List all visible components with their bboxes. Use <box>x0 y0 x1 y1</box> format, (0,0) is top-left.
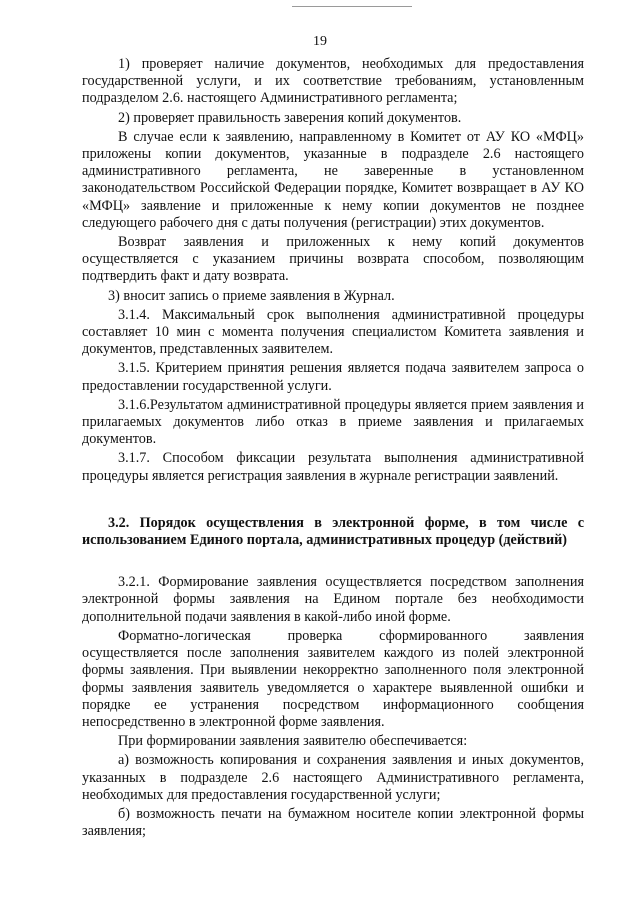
top-rule <box>292 6 412 7</box>
paragraph-3-1-6: 3.1.6.Результатом административной процедуры является прием заявления и прилагаемых документов либо отказ в приеме заявления и прилагаемых документов. <box>82 396 584 448</box>
paragraph-check-documents: 1) проверяет наличие документов, необходимых для предоставления государственной услуги, и их соответствие требованиям, установленным подразделом 2.6. настоящего Административного регламента; <box>82 56 584 107</box>
paragraph-provided: При формировании заявления заявителю обеспечивается: <box>118 733 468 750</box>
paragraph-3-1-7: 3.1.7. Способом фиксации результата выполнения административной процедуры является регистрация заявления в журнале регистрации заявлений. <box>82 450 584 484</box>
paragraph-3-1-5: 3.1.5. Критерием принятия решения является подача заявителем запроса о предоставлении государственной услуги. <box>82 360 584 394</box>
section-heading: 3.2. Порядок осуществления в электронной форме, в том числе с использованием Единого портала, административных процедур (действий) <box>82 514 584 549</box>
page-number: 19 <box>313 34 327 49</box>
paragraph-format-check: Форматно-логическая проверка сформированного заявления осуществляется после заполнения заявителем каждого из полей электронной формы заявления. При выявлении некорректно заполненного поля электронной формы заявления заявитель уведомляется о характере выявленной ошибки и порядке ее устранения посредством информационного сообщения непосредственно в электронной форме заявления. <box>82 627 584 730</box>
paragraph-3-1-4: 3.1.4. Максимальный срок выполнения административной процедуры составляет 10 мин с момента получения специалистом Комитета заявления и документов, представленных заявителем. <box>82 306 584 358</box>
paragraph-item-b: б) возможность печати на бумажном носителе копии электронной формы заявления; <box>82 805 584 840</box>
paragraph-check-copies: 2) проверяет правильность заверения копий документов. <box>118 109 462 126</box>
paragraph-return-reason: Возврат заявления и приложенных к нему копий документов осуществляется с указанием причины возврата способом, позволяющим подтвердить факт и дату возврата. <box>82 234 584 285</box>
paragraph-journal-entry: 3) вносит запись о приеме заявления в Журнал. <box>108 287 395 304</box>
paragraph-3-2-1: 3.2.1. Формирование заявления осуществляется посредством заполнения электронной формы заявления на Едином портале без необходимости дополнительной подачи заявления в какой-либо иной форме. <box>82 574 584 625</box>
paragraph-return-case: В случае если к заявлению, направленному в Комитет от АУ КО «МФЦ» приложены копии документов, указанные в подразделе 2.6 настоящего административного регламента, не заверенные в установленном законодательством Российской Федерации порядке, Комитет возвращает в АУ КО «МФЦ» заявление и приложенные к нему копии документов не позднее следующего рабочего дня с даты получения (регистрации) этих документов. <box>82 128 584 231</box>
document-body <box>82 56 584 840</box>
paragraph-item-a: а) возможность копирования и сохранения заявления и иных документов, указанных в подразделе 2.6 настоящего Административного регламента, необходимых для предоставления государственной услуги; <box>82 752 584 803</box>
